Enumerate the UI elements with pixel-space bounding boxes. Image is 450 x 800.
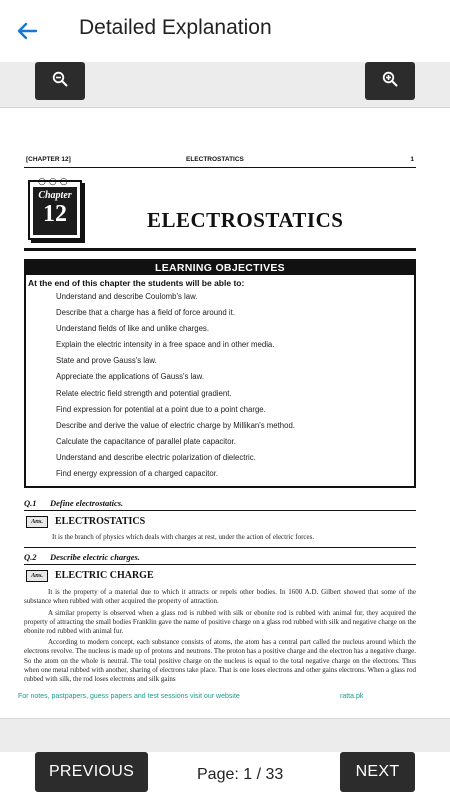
question-2 [24, 552, 416, 562]
zoom-toolbar [0, 62, 450, 108]
chapter-number: 12 [43, 201, 67, 227]
question-number: Q.1 [24, 498, 37, 509]
chapter-title: ELECTROSTATICS [147, 208, 344, 232]
learning-objectives-box [24, 259, 416, 488]
question-text: Define electrostatics. [50, 498, 124, 509]
objective-item: Understand and describe Coulomb's law. [56, 292, 198, 301]
chapter-badge [28, 177, 82, 240]
zoom-out-icon [52, 71, 68, 92]
objectives-title: LEARNING OBJECTIVES [26, 261, 414, 275]
answer-badge: Ans. [26, 570, 48, 582]
objectives-list [26, 289, 414, 486]
objective-item: Find energy expression of a charged capacitor. [56, 469, 219, 479]
running-head-chapter: [CHAPTER 12] [26, 156, 71, 163]
footer-website: ratta.pk [340, 693, 364, 700]
divider [24, 564, 416, 565]
pdf-viewer[interactable] [0, 109, 450, 718]
zoom-in-icon [382, 71, 398, 92]
running-head [24, 156, 416, 166]
next-button[interactable]: NEXT [340, 752, 415, 792]
question-text: Describe electric charges. [50, 552, 140, 563]
running-head-title: ELECTROSTATICS [186, 156, 244, 163]
document-page [24, 156, 416, 684]
footer-promo-text: For notes, pastpapers, guess papers and test sessions visit our website [18, 693, 240, 700]
objective-item: Calculate the capacitance of parallel plate capacitor. [56, 436, 236, 446]
divider [24, 547, 416, 548]
running-head-page: 1 [410, 156, 414, 163]
objective-item: Understand fields of like and unlike charges. [56, 324, 209, 334]
answer-2 [24, 570, 416, 584]
chapter-word: Chapter [38, 190, 72, 201]
chapter-banner [24, 168, 416, 248]
objectives-lead: At the end of this chapter the students will be able to: [28, 278, 245, 288]
page-indicator: Page: 1 / 33 [197, 766, 284, 783]
answer-1 [24, 516, 416, 530]
objective-item: Understand and describe electric polarization of dielectric. [56, 452, 256, 462]
document-footer [18, 693, 410, 705]
answer-paragraph: A similar property is observed when a glass rod is rubbed with silk or ebonite rod is rubbed with animal fur, they acquired the property of attracting the small bodies Franklin gave the name of positive charge on a glass rod rubbed with silk and negative charge on the ebonite rod rubbed with animal fur. [24, 608, 416, 635]
previous-button[interactable]: PREVIOUS [35, 752, 148, 792]
answer-paragraph: It is the property of a material due to which it attracts or repels other bodies. In 1600 A.D. Gilbert showed that some of the substance when rubbed with other acquired the property of attraction. [24, 588, 416, 606]
question-number: Q.2 [24, 552, 37, 563]
zoom-out-button[interactable] [35, 62, 85, 100]
objective-item: Find expression for potential at a point due to a point charge. [56, 404, 266, 414]
answer-badge: Ans. [26, 516, 48, 528]
divider [24, 510, 416, 511]
pagination-bar [0, 752, 450, 800]
divider [24, 248, 416, 251]
back-arrow-icon[interactable] [14, 18, 40, 44]
objective-item: Explain the electric intensity in a free space and in other media. [56, 340, 275, 350]
binder-rings-icon: ○○○ [38, 177, 71, 187]
zoom-in-button[interactable] [365, 62, 415, 100]
answer-heading: ELECTROSTATICS [55, 516, 146, 528]
page-title: Detailed Explanation [79, 16, 272, 39]
app-header [0, 0, 450, 62]
answer-text: It is the branch of physics which deals with charges at rest, under the action of electric forces. [52, 533, 315, 542]
objective-item: State and prove Gauss's law. [56, 356, 157, 366]
question-1 [24, 498, 416, 508]
objective-item: Relate electric field strength and potential gradient. [56, 388, 232, 398]
objective-item: Appreciate the applications of Gauss's law. [56, 372, 204, 382]
answer-paragraph: According to modern concept, each substance consists of atoms, the atom has a central part called the nucleus around which the electrons revolve. The nucleus is made up of protons and neutrons. The proton has a positive charge and the electron has a negative charge. So the atom on the whole is neutral. The total positive charge on the nucleus is equal to the total negative charge on the electrons. Thus when one metal rubbed with another, sharing of electrons take place. That is one loses electrons and other gains electrons. When a glass rod rubbed with silk, the rod loses electrons and silk gains [24, 638, 416, 683]
viewer-bottom-strip [0, 718, 450, 752]
objective-item: Describe that a charge has a field of force around it. [56, 308, 235, 318]
objective-item: Describe and derive the value of electric charge by Millikan's method. [56, 420, 295, 430]
answer-heading: ELECTRIC CHARGE [55, 570, 154, 582]
